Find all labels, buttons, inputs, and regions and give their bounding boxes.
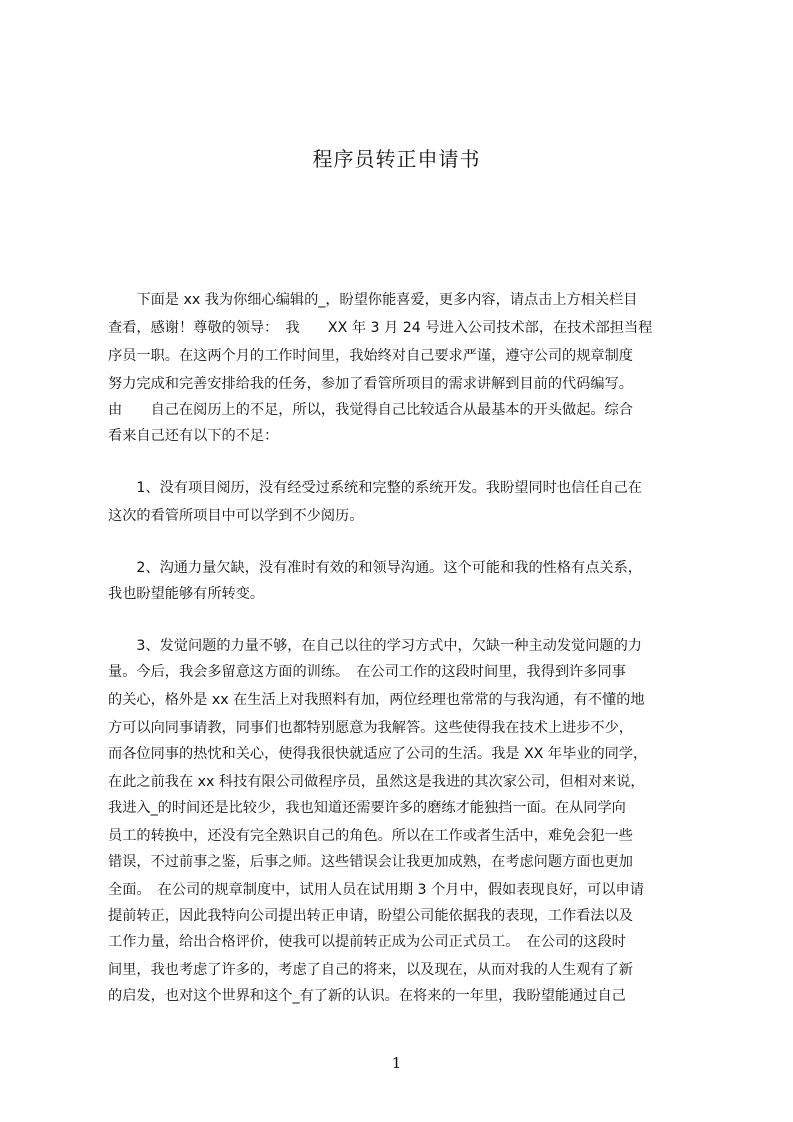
list-item-line: 3、发觉问题的力量不够，在自己以往的学习方式中，欠缺一种主动发觉问题的力 [108, 638, 642, 654]
document-title: 程序员转正申请书 [312, 147, 481, 171]
paragraph-line: 工作力量，给出合格评价，使我可以提前转正成为公司正式员工。 在公司的这段时 [108, 934, 626, 950]
paragraph-line: 由 自己在阅历上的不足，所以，我觉得自己比较适合从最基本的开头做起。综合 [108, 402, 633, 418]
paragraph-line: 间里，我也考虑了许多的，考虑了自己的将来，以及现在，从而对我的人生观有了新 [108, 962, 633, 978]
list-item-line: 我也盼望能够有所转变。 [108, 586, 265, 602]
paragraph-line: 在此之前我在 xx 科技有限公司做程序员，虽然这是我进的其次家公司，但相对来说， [108, 774, 645, 790]
paragraph-line: 错误，不过前事之鉴，后事之师。这些错误会让我更加成熟，在考虑问题方面也更加 [108, 854, 633, 870]
page-number: 1 [391, 1054, 402, 1072]
paragraph-line: 看来自己还有以下的不足： [108, 428, 279, 444]
paragraph-line: 下面是 xx 我为你细心编辑的_，盼望你能喜爱，更多内容，请点击上方相关栏目 [108, 292, 638, 308]
paragraph-line: 量。今后，我会多留意这方面的训练。 在公司工作的这段时间里，我得到许多同事 [108, 664, 626, 680]
list-item-line: 这次的看管所项目中可以学到不少阅历。 [108, 508, 364, 524]
paragraph-line: 而各位同事的热忱和关心，使得我很快就适应了公司的生活。我是 XX 年毕业的同学， [108, 746, 648, 762]
list-item-line: 2、沟通力量欠缺，没有准时有效的和领导沟通。这个可能和我的性格有点关系， [108, 560, 642, 576]
paragraph-line: 的启发，也对这个世界和这个_有了新的认识。在将来的一年里，我盼望能通过自己 [108, 988, 626, 1004]
paragraph-line: 方可以向同事请教，同事们也都特别愿意为我解答。这些使得我在技术上进步不少， [108, 720, 633, 736]
paragraph-line: 的关心，格外是 xx 在生活上对我照料有加，两位经理也常常的与我沟通，有不懂的地 [108, 692, 645, 708]
list-item-line: 1、没有项目阅历，没有经受过系统和完整的系统开发。我盼望同时也信任自己在 [108, 480, 642, 496]
paragraph-line: 提前转正，因此我特向公司提出转正申请，盼望公司能依据我的表现，工作看法以及 [108, 908, 633, 924]
paragraph-line: 全面。 在公司的规章制度中，试用人员在试用期 3 个月中，假如表现良好，可以申请 [108, 882, 644, 898]
paragraph-line: 员工的转换中，还没有完全熟识自己的角色。所以在工作或者生活中，难免会犯一些 [108, 828, 633, 844]
paragraph-line: 查看，感谢！尊敬的领导： 我 XX 年 3 月 24 号进入公司技术部，在技术部担当程 [108, 320, 653, 336]
paragraph-line: 我进入_的时间还是比较少，我也知道还需要许多的磨练才能独挡一面。在从同学向 [108, 800, 626, 816]
paragraph-line: 努力完成和完善安排给我的任务，参加了看管所项目的需求讲解到目前的代码编写。 [108, 376, 633, 392]
paragraph-line: 序员一职。在这两个月的工作时间里，我始终对自己要求严谨，遵守公司的规章制度 [108, 348, 633, 364]
